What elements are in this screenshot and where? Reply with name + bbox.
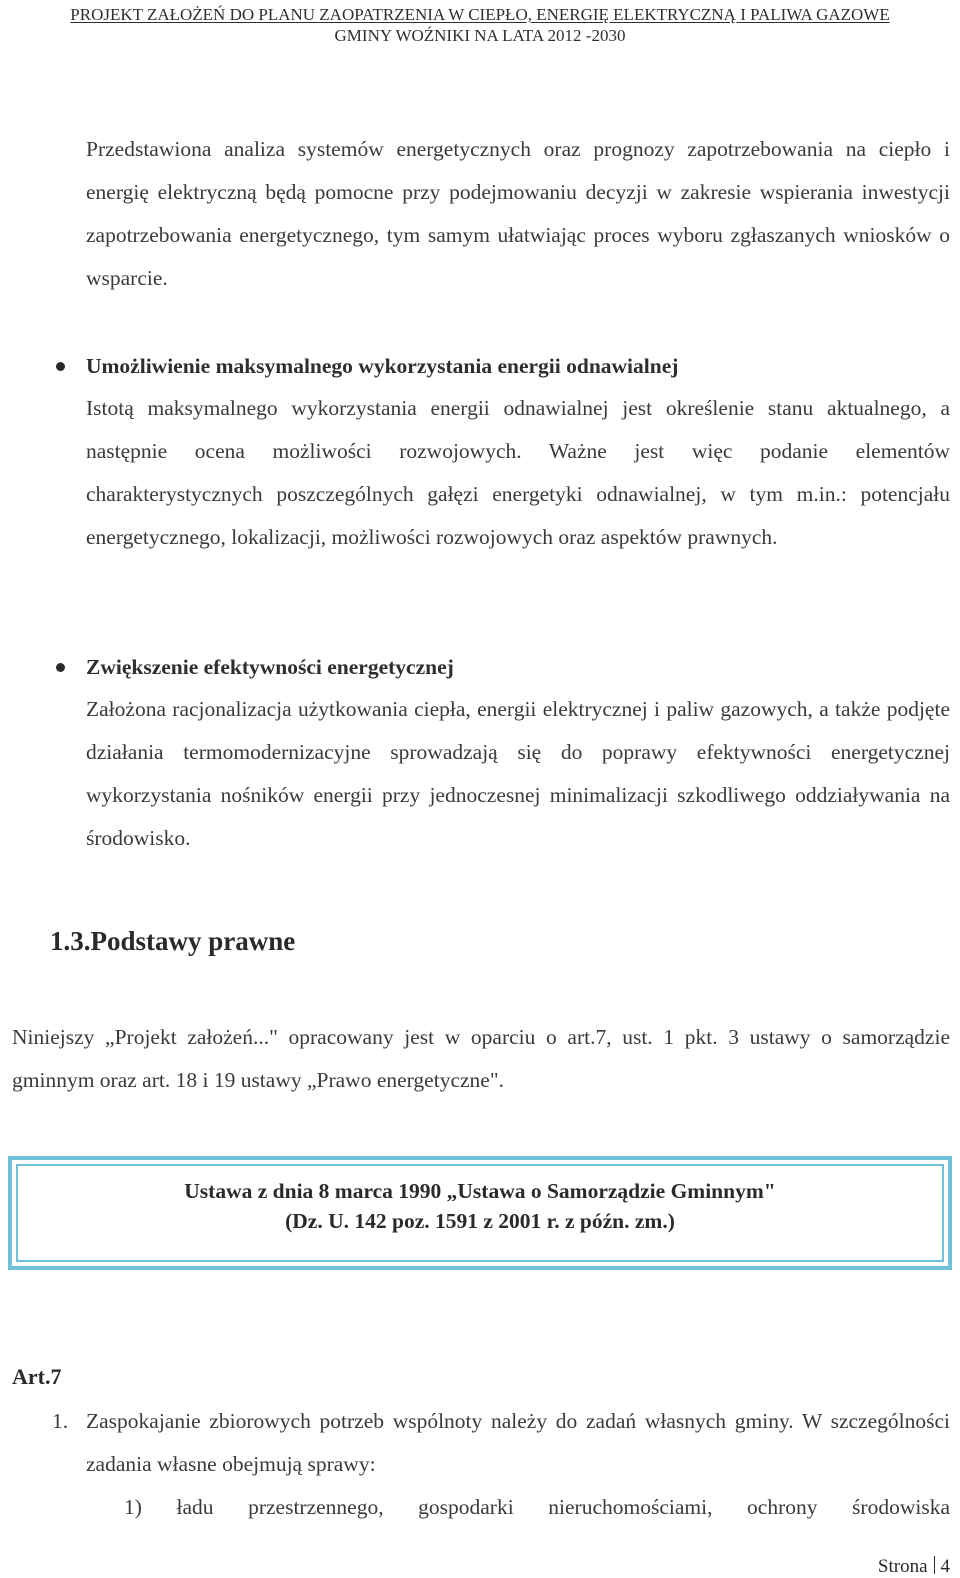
section-title: Podstawy prawne [90,926,296,956]
bullet-icon [56,362,65,371]
bullet-icon [56,663,65,672]
page-number: 4 [940,1556,950,1577]
bullet-heading-efficiency: Zwiększenie efektywności energetycznej [86,655,454,679]
header-title: PROJEKT ZAŁOŻEŃ DO PLANU ZAOPATRZENIA W CIEPŁO, ENERGIĘ ELEKTRYCZNĄ I PALIWA GAZOWE [70,5,890,24]
bullet-heading-renewable: Umożliwienie maksymalnego wykorzystania energii odnawialnej [86,354,679,378]
statute-title: Ustawa z dnia 8 marca 1990 „Ustawa o Samorządzie Gminnym" [184,1179,776,1203]
intro-paragraph: Przedstawiona analiza systemów energetycznych oraz prognozy zapotrzebowania na ciepło i energię elektryczną będą pomocne przy podejmowaniu decyzji w zakresie wspierania inwestycji zapotrzebowania energetycznego, tym samym ułatwiając proces wyboru zgłaszanych wniosków o wsparcie. [86,137,950,290]
section-number: 1.3. [50,926,91,956]
footer-label: Strona [877,1556,928,1577]
article-item-text: Zaspokajanie zbiorowych potrzeb wspólnoty należy do zadań własnych gminy. W szczególności zadania własne obejmują sprawy: [86,1409,950,1476]
page-footer [878,1556,950,1578]
article-title: Art.7 [12,1364,62,1389]
footer-separator [934,1556,935,1574]
statute-box [8,1156,952,1270]
article-item-number: 1. [52,1409,69,1433]
statute-box-inner [16,1164,944,1262]
article-subitem: 1) ładu przestrzennego, gospodarki nieruchomościami, ochrony środowiska [124,1495,950,1519]
header-subtitle: GMINY WOŹNIKI NA LATA 2012 -2030 [334,26,626,45]
section-heading [50,926,295,957]
statute-reference: (Dz. U. 142 poz. 1591 z 2001 r. z późn. zm.) [285,1209,675,1233]
bullet-text-efficiency: Założona racjonalizacja użytkowania ciepła, energii elektrycznej i paliw gazowych, a także podjęte działania termomodernizacyjne sprowadzają się do poprawy efektywności energetycznej wykorzystania nośników energii przy jednoczesnej minimalizacji szkodliwego oddziaływania na środowisko. [86,697,950,850]
legal-basis-paragraph: Niniejszy „Projekt założeń..." opracowany jest w oparciu o art.7, ust. 1 pkt. 3 ustawy o samorządzie gminnym oraz art. 18 i 19 ustawy „Prawo energetyczne". [12,1025,950,1092]
page-header [0,4,960,46]
bullet-text-renewable: Istotą maksymalnego wykorzystania energii odnawialnej jest określenie stanu aktualnego, a następnie ocena możliwości rozwojowych. Ważne jest więc podanie elementów charakterystycznych poszczególnych gałęzi energetyki odnawialnej, w tym m.in.: potencjału energetycznego, lokalizacji, możliwości rozwojowych oraz aspektów prawnych. [86,396,950,549]
article-item [52,1400,950,1486]
